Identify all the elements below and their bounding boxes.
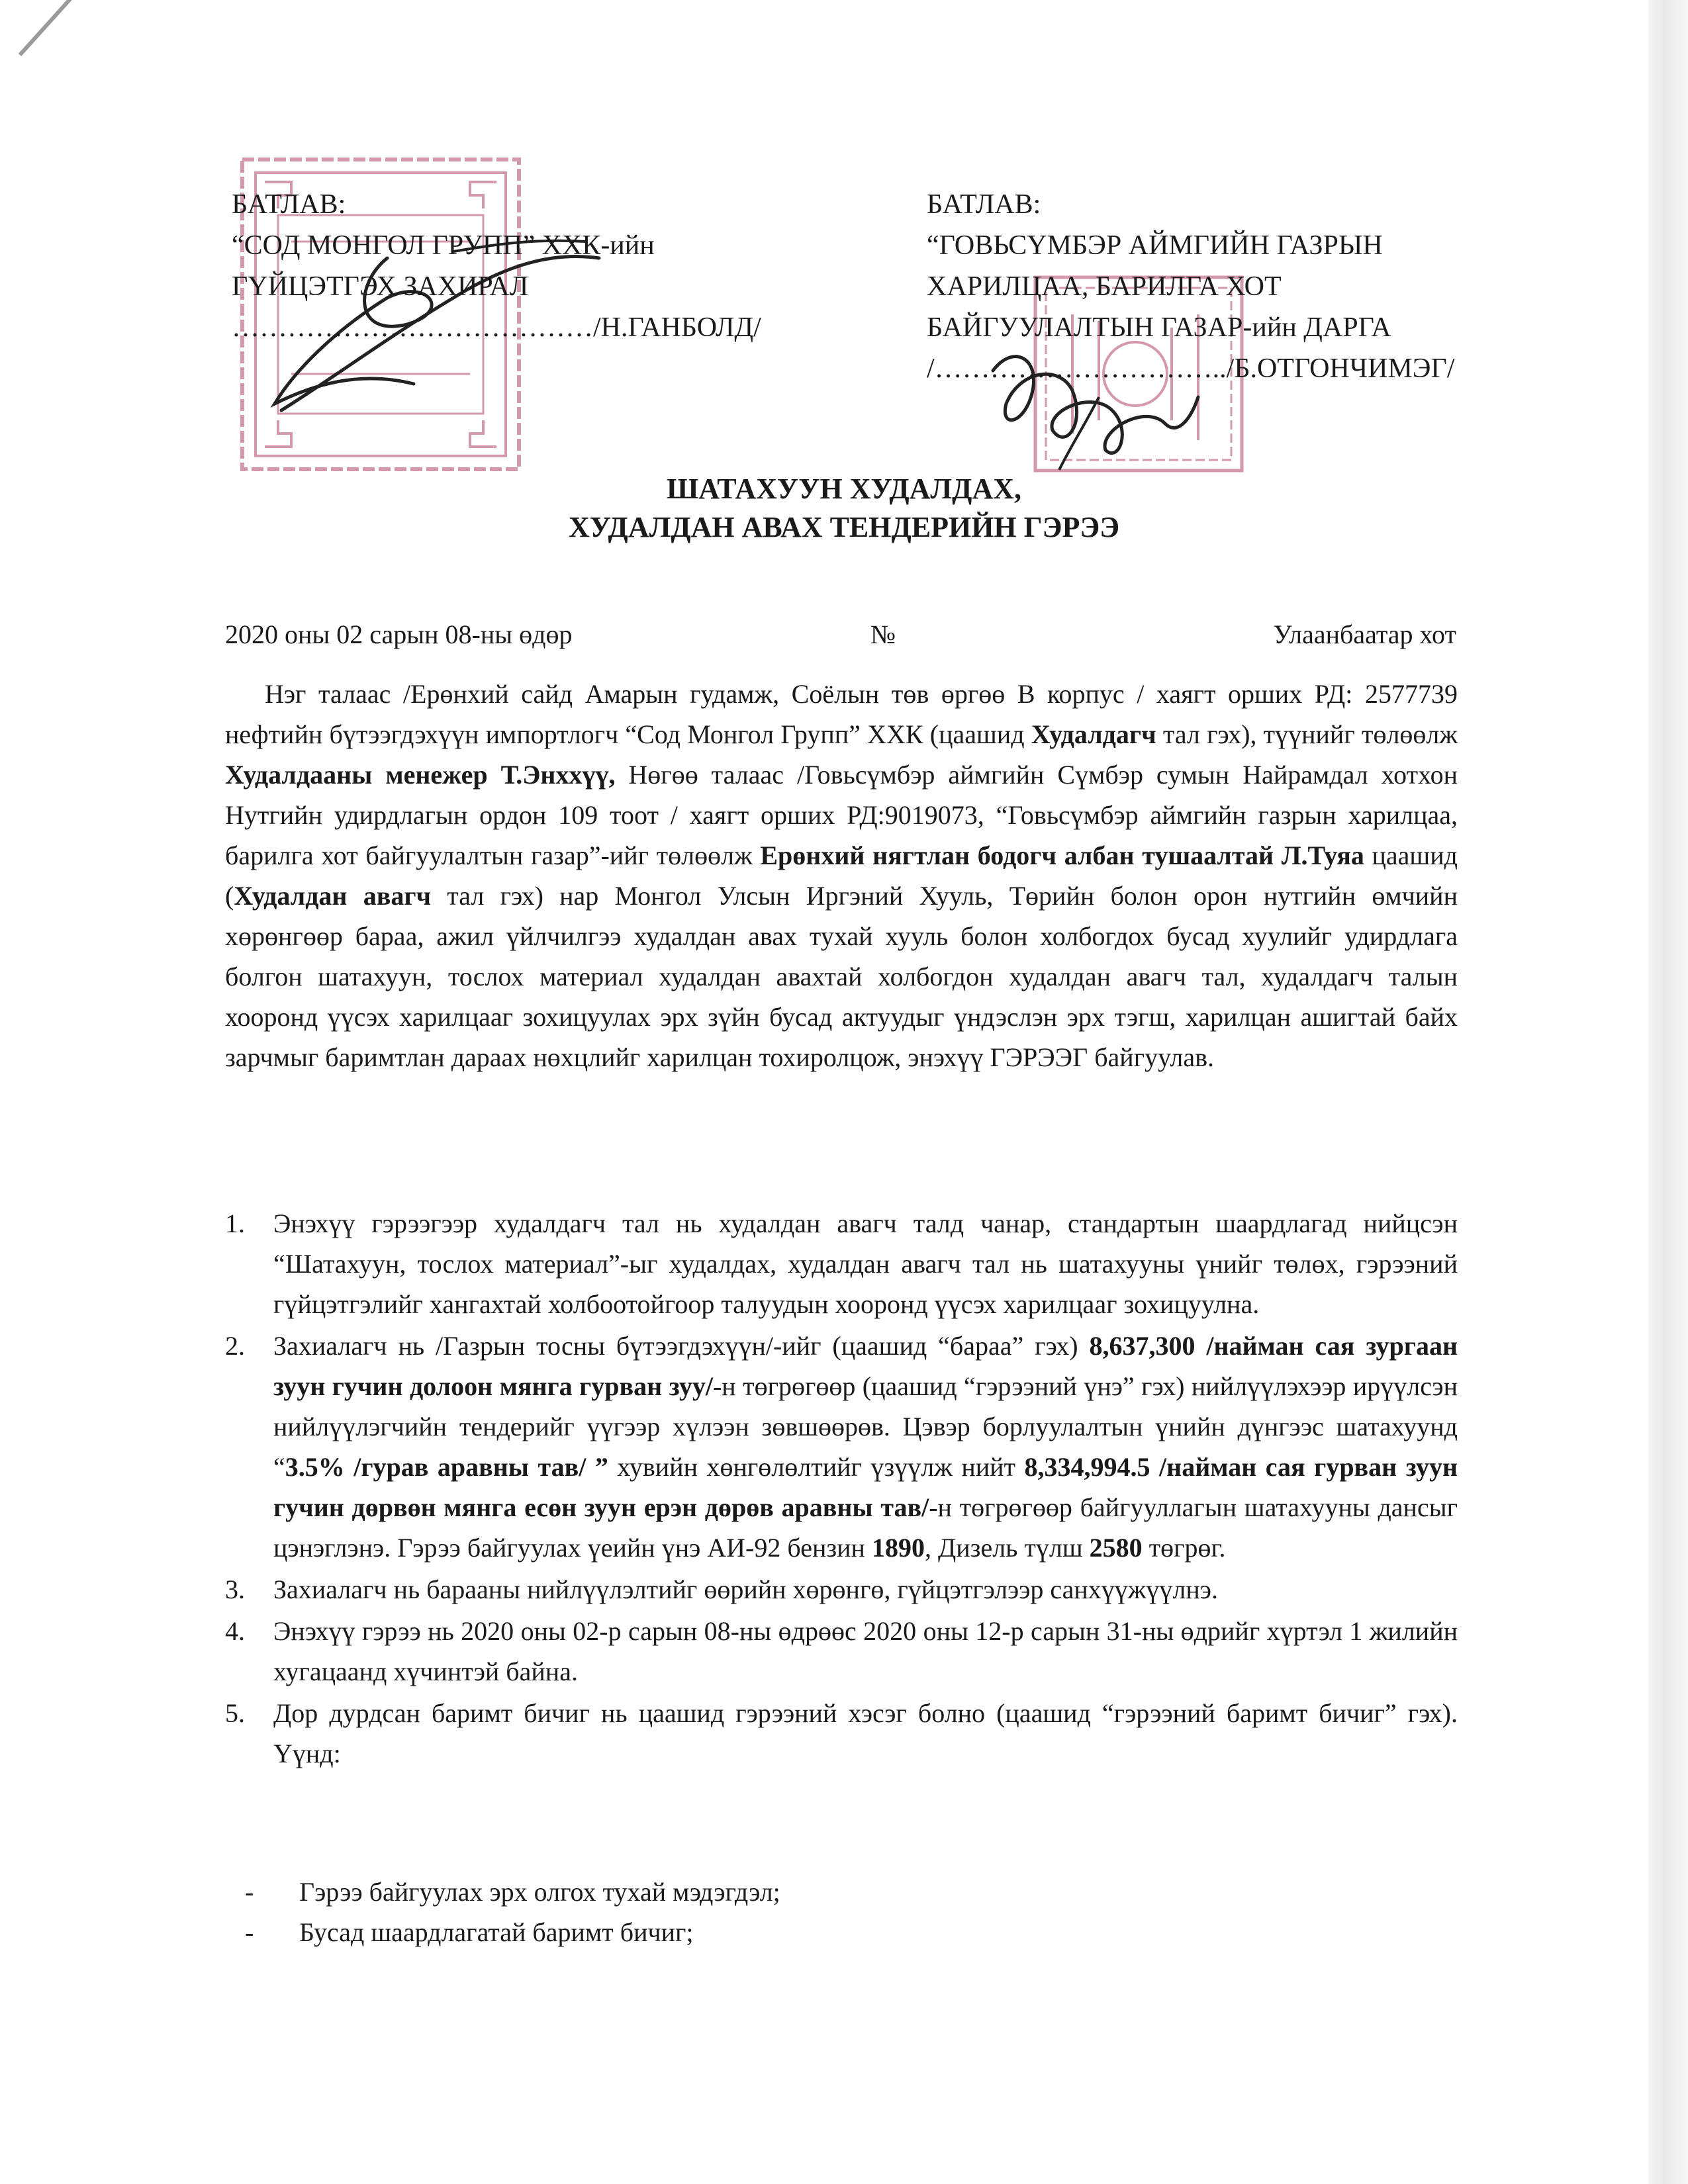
clause-item: [225, 1326, 1458, 1568]
contract-price: 8,637,300 /найман сая зургаан зуун гучин долоон мянга гурван зуу/: [273, 1331, 1458, 1401]
clause-number: 3.: [225, 1574, 245, 1604]
contract-meta-row: [225, 619, 1456, 650]
approval-heading: БАТЛАВ:: [927, 189, 1041, 220]
preamble-text: тал гэх) нар Монгол Улсын Иргэний Хууль, Төрийн болон орон нутгийн өмчийн хөрөнгөөр бараа, ажил үйлчилгээ худалдан авах тухай хууль болон холбогдох бусад хуулийг удирдлага болгон шатахуун, тослох материал худалдан авахтай холбогдон худалдан авагч тал, худалдагч талын хооронд үүсэх харилцааг зохицуулах эрх зүйн бусад актуудыг үндэслэн эрх тэгш, харилцан ашигтай байх зарчмыг баримтлан дараах нөхцлийг харилцан тохиролцож, энэхүү ГЭРЭЭГ байгуулав.: [225, 881, 1458, 1072]
clause-text: [273, 1331, 1458, 1563]
contract-city: Улаанбаатар хот: [1273, 619, 1456, 649]
buyer-term: Худалдан авагч: [234, 881, 432, 911]
clause-number: 2.: [225, 1331, 245, 1361]
contract-number-label: №: [870, 619, 896, 649]
list-item-text: Гэрээ байгуулах эрх олгох тухай мэдэгдэл;: [299, 1877, 780, 1907]
approval-block-buyer: [927, 184, 1455, 389]
clause-item: [225, 1611, 1458, 1692]
clause-text-part: хувийн хөнгөлөлтийг үзүүлж нийт: [608, 1452, 1025, 1482]
gasoline-price: 1890: [871, 1533, 925, 1563]
preamble-text: Нэг талаас /Ерөнхий сайд Амарын гудамж, Соёлын төв өргөө В корпус / хаягт орших РД: 2577739 нефтийн бүтээгдэхүүн импортлогч “Сод Монгол Групп” ХХК (цаашид: [225, 679, 1458, 749]
list-item-text: Бусад шаардлагатай баримт бичиг;: [299, 1917, 694, 1947]
approval-position: ГҮЙЦЭТГЭХ ЗАХИРАЛ: [232, 271, 529, 302]
clause-number: 1.: [225, 1208, 245, 1238]
preamble-text: тал гэх), түүнийг төлөөлж: [1156, 719, 1458, 749]
discount-rate: 3.5% /гурав аравны тав/ ”: [285, 1452, 608, 1482]
list-item: [245, 1872, 1456, 1912]
approval-signline: /…………………………../Б.ОТГОНЧИМЭГ/: [927, 353, 1455, 384]
approval-organization: “ГОВЬСҮМБЭР АЙМГИЙН ГАЗРЫН: [927, 230, 1383, 261]
contract-clauses: [225, 1203, 1458, 1775]
clause-item: [225, 1203, 1458, 1324]
contract-title: [0, 470, 1688, 547]
approval-signline: …………………………………/Н.ГАНБОЛД/: [232, 312, 761, 343]
total-amount: 8,334,994.5 /найман сая гурван зуун гучин дөрвөн мянга есөн зуун ерэн дөрөв аравны тав/: [273, 1452, 1458, 1522]
list-item: [245, 1912, 1456, 1952]
approval-organization-cont: ХАРИЛЦАА, БАРИЛГА ХОТ: [927, 271, 1282, 302]
title-line-2: ХУДАЛДАН АВАХ ТЕНДЕРИЙН ГЭРЭЭ: [568, 511, 1120, 543]
clause-text-part: төгрөг.: [1142, 1533, 1226, 1563]
approval-company: “СОД МОНГОЛ ГРУПП” ХХК-ийн: [232, 230, 655, 261]
clause-number: 5.: [225, 1698, 245, 1728]
clause-text-part: -н төгрөгөөр (цаашид “гэрээний үнэ” гэх) нийлүүлэхээр ирүүлсэн нийлүүлэгчийн тендерийг үүгээр хүлээн зөвшөөрөв. Цэвэр борлуулалтын үнийн дүнгээс шатахуунд “: [273, 1371, 1458, 1482]
seller-representative: Худалдааны менежер Т.Энххүү,: [225, 760, 616, 790]
list-dash: -: [245, 1917, 254, 1947]
clause-item: [225, 1693, 1458, 1774]
buyer-representative: Ерөнхий нягтлан бодогч албан тушаалтай Л.Туяа: [760, 841, 1364, 870]
diesel-price: 2580: [1089, 1533, 1143, 1563]
preamble-text: Нөгөө талаас /Говьсүмбэр аймгийн Сүмбэр сумын Найрамдал хотхон Нутгийн удирдлагын ордон 109 тоот / хаягт орших РД:9019073, “Говьсүмбэр аймгийн газрын харилцаа, барилга хот байгуулалтын газар”-ийг төлөөлж: [225, 760, 1458, 870]
clause-text-part: , Дизель түлш: [924, 1533, 1090, 1563]
seller-term: Худалдагч: [1031, 719, 1156, 749]
clause-text-part: Захиалагч нь /Газрын тосны бүтээгдэхүүн/-ийг (цаашид “бараа” гэх): [273, 1331, 1090, 1361]
title-line-1: ШАТАХУУН ХУДАЛДАХ,: [666, 473, 1021, 505]
clause-number: 4.: [225, 1616, 245, 1646]
approval-heading: БАТЛАВ:: [232, 189, 346, 220]
clause-text: Энэхүү гэрээгээр худалдагч тал нь худалдан авагч талд чанар, стандартын шаардлагад нийцсэн “Шатахуун, тослох материал”-ыг худалдах, худалдан авагч тал нь шатахууны үнийг төлөх, гэрээний гүйцэтгэлийг хангахтай холбоотойгоор талуудын хооронд үүсэх харилцааг зохицуулна.: [273, 1208, 1458, 1319]
scan-scratch-mark: [19, 0, 97, 56]
clause-text: Дор дурдсан баримт бичиг нь цаашид гэрээний хэсэг болно (цаашид “гэрээний баримт бичиг” гэх). Үүнд:: [273, 1698, 1458, 1768]
approval-position: БАЙГУУЛАЛТЫН ГАЗАР-ийн ДАРГА: [927, 312, 1391, 343]
clause-text: Захиалагч нь барааны нийлүүлэлтийг өөрийн хөрөнгө, гүйцэтгэлээр санхүүжүүлнэ.: [273, 1574, 1218, 1604]
clause-text: Энэхүү гэрээ нь 2020 оны 02-р сарын 08-ны өдрөөс 2020 оны 12-р сарын 31-ны өдрийг хүртэл 1 жилийн хугацаанд хүчинтэй байна.: [273, 1616, 1458, 1686]
preamble-text: цаашид (: [225, 841, 1458, 911]
clause-item: [225, 1569, 1458, 1610]
scan-edge-shadow: [1648, 0, 1688, 2184]
clause-text-part: -н төгрөгөөр байгууллагын шатахууны дансыг цэнэглэнэ. Гэрээ байгуулах үеийн үнэ АИ-92 бензин: [273, 1492, 1458, 1563]
contract-documents-list: [245, 1872, 1456, 1952]
list-dash: -: [245, 1877, 254, 1907]
contract-date: 2020 оны 02 сарын 08-ны өдөр: [225, 619, 573, 649]
contract-preamble: [225, 674, 1458, 1077]
approval-block-seller: [232, 184, 761, 348]
